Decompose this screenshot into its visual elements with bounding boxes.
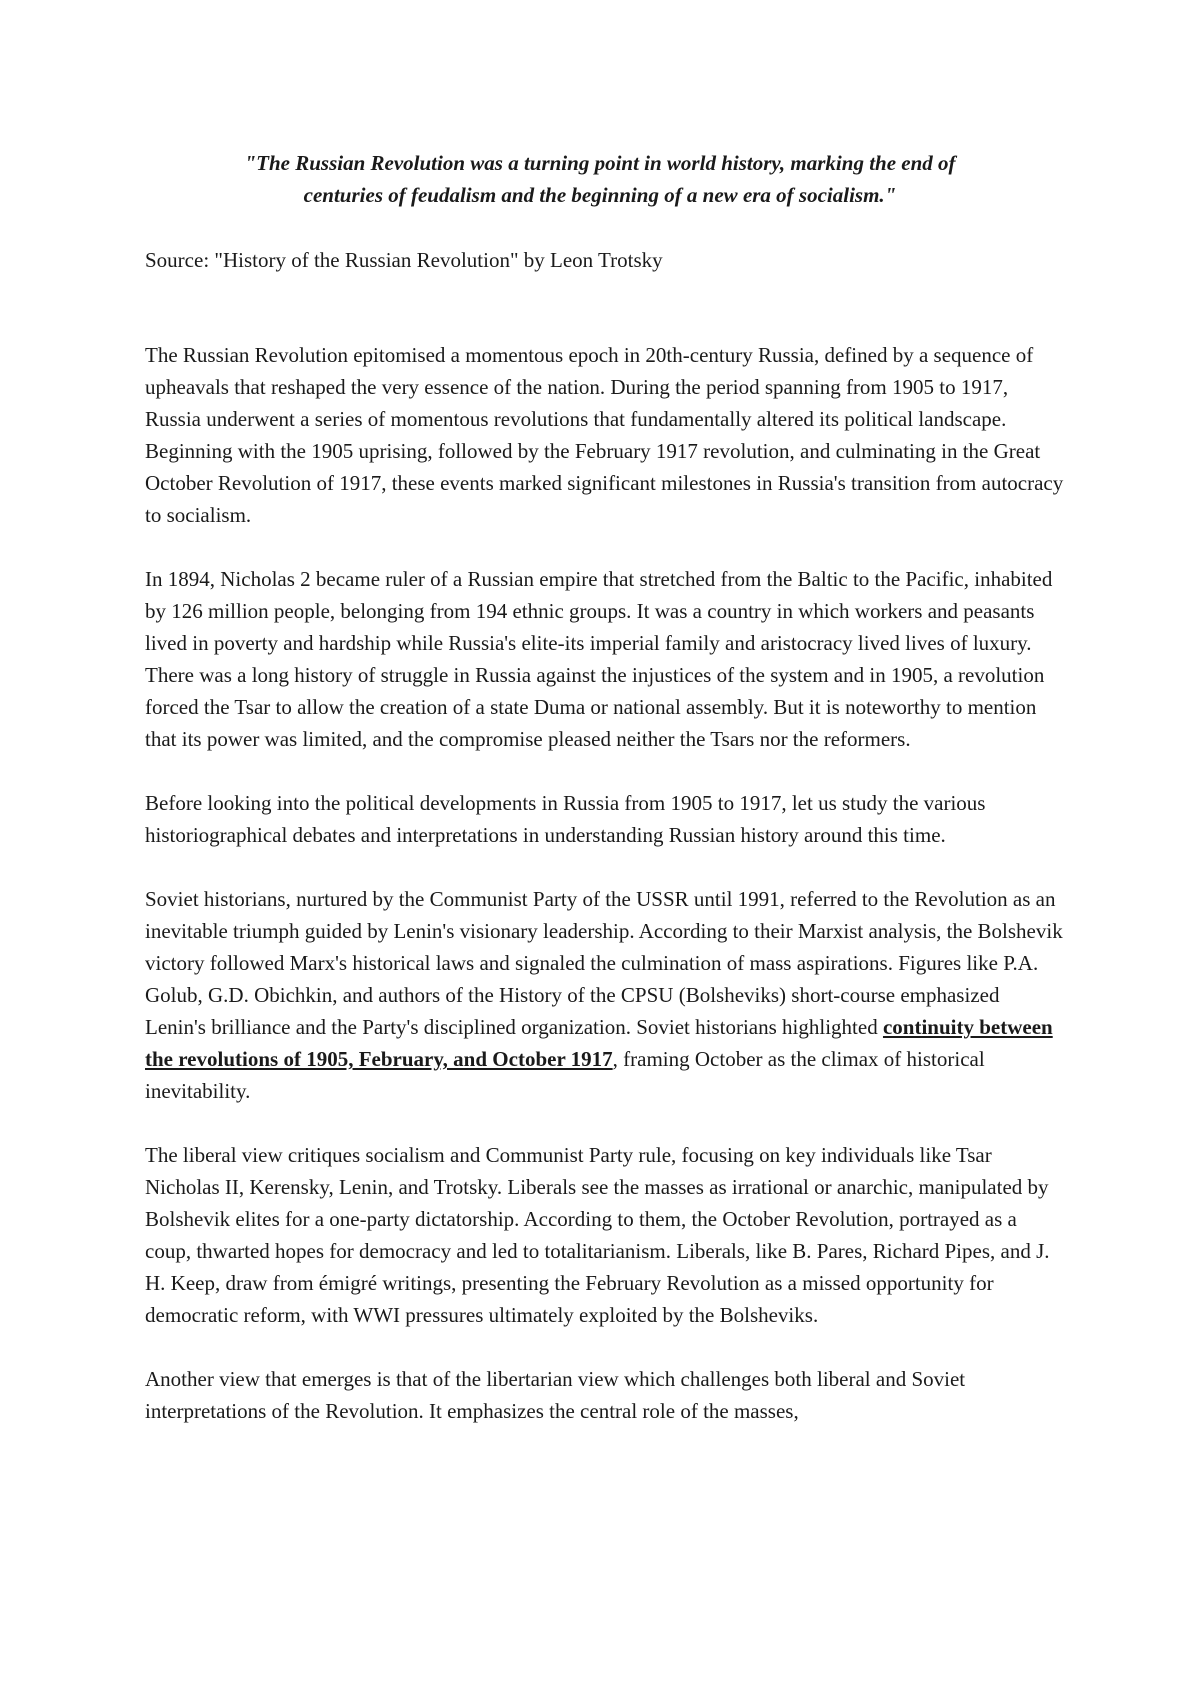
emphasized-continuity: continuity between the revolutions of 1905, February, and October 1917 xyxy=(145,1015,1053,1071)
epigraph-quote xyxy=(140,147,1060,211)
quote-source: Source: "History of the Russian Revolution" by Leon Trotsky xyxy=(145,248,663,272)
paragraph-libertarian-view: Another view that emerges is that of the libertarian view which challenges both liberal and Soviet interpretations of the Revolution. It emphasizes the central role of the masses, xyxy=(145,1367,966,1423)
paragraph-soviet-view xyxy=(145,883,1065,1107)
paragraph-intro: The Russian Revolution epitomised a momentous epoch in 20th-century Russia, defined by a sequence of upheavals that reshaped the very essence of the nation. During the period spanning from 1905 to 1917, Russia underwent a series of momentous revolutions that fundamentally altered its political landscape. Beginning with the 1905 uprising, followed by the February 1917 revolution, and culminating in the Great October Revolution of 1917, these events marked significant milestones in Russia's transition from autocracy to socialism. xyxy=(145,343,1064,527)
paragraph-liberal-view: The liberal view critiques socialism and Communist Party rule, focusing on key individuals like Tsar Nicholas II, Kerensky, Lenin, and Trotsky. Liberals see the masses as irrational or anarchic, manipulated by Bolshevik elites for a one-party dictatorship. According to them, the October Revolution, portrayed as a coup, thwarted hopes for democracy and led to totalitarianism. Liberals, like B. Pares, Richard Pipes, and J. H. Keep, draw from émigré writings, presenting the February Revolution as a missed opportunity for democratic reform, with WWI pressures ultimately exploited by the Bolsheviks. xyxy=(145,1143,1050,1327)
epigraph-line-2: centuries of feudalism and the beginning of a new era of socialism." xyxy=(303,183,897,207)
document-body xyxy=(145,339,1065,1459)
soviet-view-ending: , framing October as the climax of historical inevitability. xyxy=(145,1047,985,1103)
epigraph-line-1: "The Russian Revolution was a turning point in world history, marking the end of xyxy=(244,151,956,175)
paragraph-historiography: Before looking into the political developments in Russia from 1905 to 1917, let us study the various historiographical debates and interpretations in understanding Russian history around this time. xyxy=(145,791,986,847)
soviet-view-text: Soviet historians, nurtured by the Communist Party of the USSR until 1991, referred to the Revolution as an inevitable triumph guided by Lenin's visionary leadership. According to their Marxist analysis, the Bolshevik victory followed Marx's historical laws and signaled the culmination of mass aspirations. Figures like P.A. Golub, G.D. Obichkin, and authors of the History of the CPSU (Bolsheviks) short-course emphasized Lenin's brilliance and the Party's disciplined organization. Soviet historians highlighted xyxy=(145,887,1063,1039)
paragraph-nicholas: In 1894, Nicholas 2 became ruler of a Russian empire that stretched from the Baltic to the Pacific, inhabited by 126 million people, belonging from 194 ethnic groups. It was a country in which workers and peasants lived in poverty and hardship while Russia's elite-its imperial family and aristocracy lived lives of luxury. There was a long history of struggle in Russia against the injustices of the system and in 1905, a revolution forced the Tsar to allow the creation of a state Duma or national assembly. But it is noteworthy to mention that its power was limited, and the compromise pleased neither the Tsars nor the reformers. xyxy=(145,567,1053,751)
